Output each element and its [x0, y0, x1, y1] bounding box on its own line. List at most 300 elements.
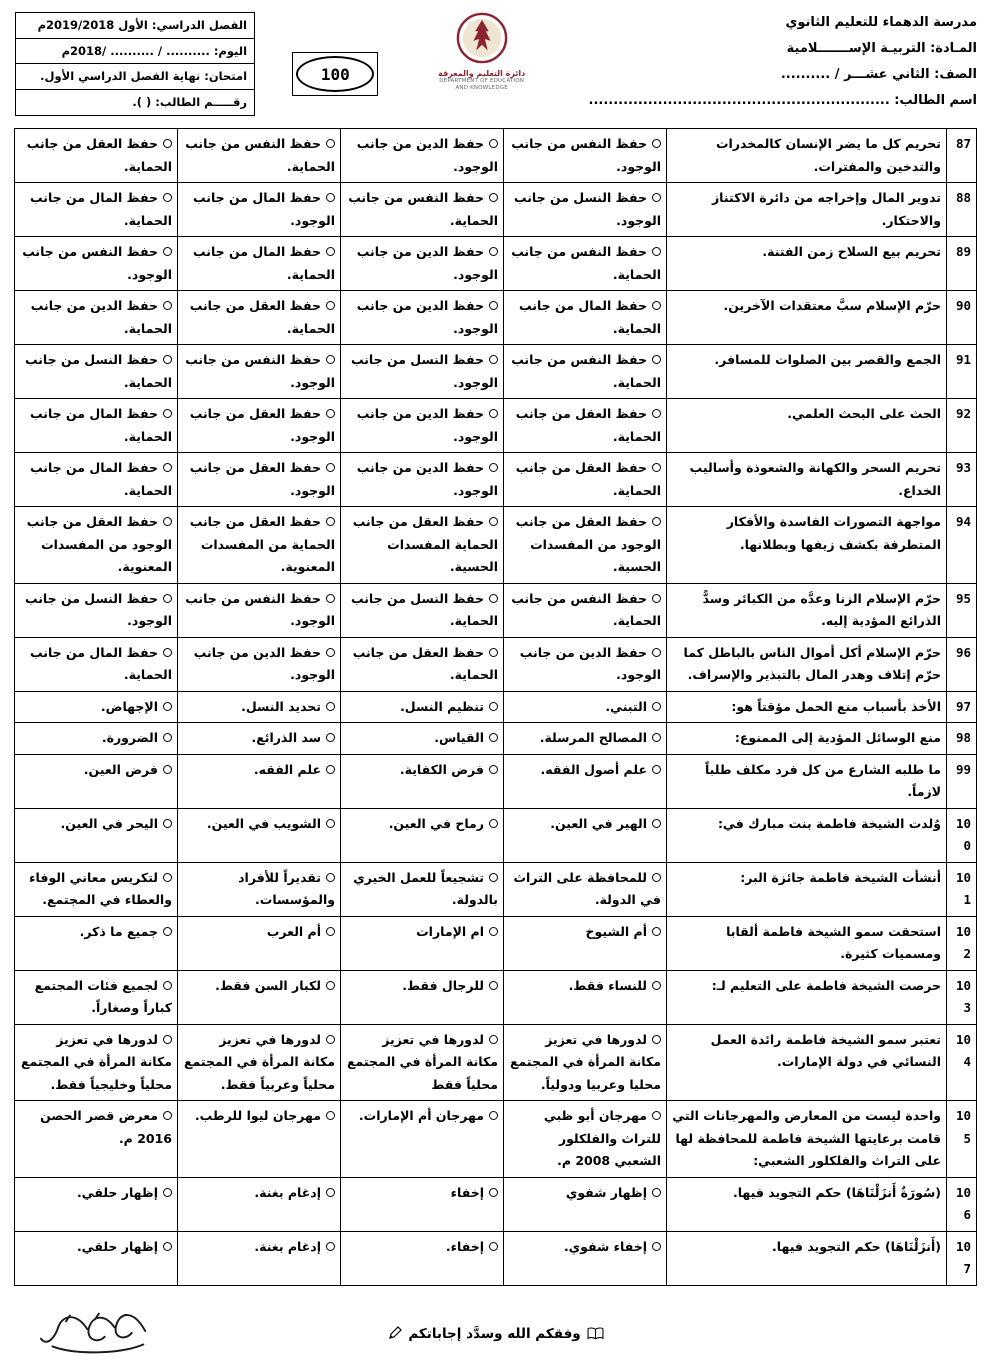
logo-text-arabic: دائرة التعليم والمعرفة — [438, 69, 526, 78]
question-text: تحريم بيع السلاح زمن الفتنة. — [667, 237, 947, 291]
option-cell[interactable] — [178, 1101, 341, 1178]
option-cell[interactable] — [178, 345, 341, 399]
radio-icon[interactable] — [489, 733, 498, 742]
blessing-text: وفقكم الله وسدَّد إجاباتكم — [408, 1326, 581, 1342]
question-text: أنشأت الشيخة فاطمة جائزة البر: — [667, 862, 947, 916]
option-label: القياس. — [434, 730, 484, 745]
radio-icon[interactable] — [163, 733, 172, 742]
radio-icon[interactable] — [163, 1188, 172, 1197]
radio-icon[interactable] — [326, 517, 335, 526]
option-cell[interactable] — [504, 507, 667, 584]
radio-icon[interactable] — [326, 1035, 335, 1044]
table-row — [15, 970, 977, 1024]
option-label: تنظيم النسل. — [400, 698, 484, 714]
question-number: 88 — [947, 183, 977, 237]
option-cell[interactable] — [178, 637, 341, 691]
option-label: الهير في العين. — [550, 815, 647, 831]
radio-icon[interactable] — [326, 1188, 335, 1197]
option-cell[interactable] — [341, 691, 504, 723]
question-number: 96 — [947, 637, 977, 691]
option-cell[interactable] — [341, 1231, 504, 1285]
radio-icon[interactable] — [163, 301, 172, 310]
school-info-block — [585, 10, 977, 114]
option-label: تحديد النسل. — [241, 698, 321, 714]
question-text: (أَنزَلْنَاهَا) حكم التجويد فيها. — [667, 1231, 947, 1285]
option-cell[interactable] — [341, 507, 504, 584]
option-cell[interactable] — [178, 1231, 341, 1285]
option-label: حفظ المال من جانب الحماية. — [30, 460, 172, 498]
subject-line: المـادة: التربيـة الإســـــــلامية — [786, 41, 977, 56]
radio-icon[interactable] — [489, 193, 498, 202]
radio-icon[interactable] — [652, 1035, 661, 1044]
option-cell[interactable] — [504, 129, 667, 183]
question-number: 93 — [947, 453, 977, 507]
option-label: مهرجان أبو ظبي للتراث والفلكلور الشعبي 2008 م. — [543, 1108, 661, 1168]
radio-icon[interactable] — [326, 702, 335, 711]
radio-icon[interactable] — [163, 927, 172, 936]
option-label: حفظ الدين من جانب الوجود. — [356, 136, 498, 174]
radio-icon[interactable] — [489, 873, 498, 882]
radio-icon[interactable] — [163, 702, 172, 711]
radio-icon[interactable] — [652, 594, 661, 603]
radio-icon[interactable] — [326, 1111, 335, 1120]
radio-icon[interactable] — [652, 702, 661, 711]
option-cell[interactable] — [178, 916, 341, 970]
option-label: أم الشيوخ — [585, 923, 647, 939]
radio-icon[interactable] — [489, 927, 498, 936]
radio-icon[interactable] — [652, 648, 661, 657]
radio-icon[interactable] — [163, 873, 172, 882]
question-number: 100 — [947, 808, 977, 862]
option-cell[interactable] — [15, 862, 178, 916]
option-cell[interactable] — [504, 237, 667, 291]
radio-icon[interactable] — [326, 873, 335, 882]
option-cell[interactable] — [504, 399, 667, 453]
radio-icon[interactable] — [326, 981, 335, 990]
option-label: إخفاء. — [445, 1238, 484, 1254]
option-cell[interactable] — [341, 583, 504, 637]
option-label: جميع ما ذكر. — [79, 923, 158, 939]
radio-icon[interactable] — [652, 247, 661, 256]
radio-icon[interactable] — [652, 1188, 661, 1197]
radio-icon[interactable] — [326, 409, 335, 418]
radio-icon[interactable] — [326, 765, 335, 774]
option-cell[interactable] — [504, 583, 667, 637]
option-label: حفظ العقل من جانب الحماية. — [515, 406, 661, 444]
option-cell[interactable] — [341, 808, 504, 862]
radio-icon[interactable] — [163, 594, 172, 603]
option-cell[interactable] — [178, 291, 341, 345]
option-label: حفظ الدين من جانب الوجود. — [356, 298, 498, 336]
student-number-line: رقـــــم الطالب: ( ). — [132, 95, 248, 110]
radio-icon[interactable] — [652, 981, 661, 990]
question-text: حرّم الإسلام سبَّ معتقدات الآخرين. — [667, 291, 947, 345]
option-label: مهرجان أم الإمارات. — [358, 1108, 484, 1123]
question-text: استحقت سمو الشيخة فاطمة ألقابا ومسميات كثيرة. — [667, 916, 947, 970]
option-cell[interactable] — [504, 862, 667, 916]
option-label: حفظ النفس من جانب الوجود. — [185, 352, 335, 390]
option-cell[interactable] — [15, 1231, 178, 1285]
option-label: تشجيعاً للعمل الخيري بالدولة. — [353, 869, 498, 907]
option-label: حفظ النسل من جانب الحماية. — [24, 352, 172, 390]
option-label: حفظ النفس من جانب الحماية. — [511, 352, 661, 390]
table-row — [15, 916, 977, 970]
option-cell[interactable] — [178, 507, 341, 584]
option-cell[interactable] — [15, 183, 178, 237]
option-label: لجميع فئات المجتمع كباراً وصغاراً. — [34, 977, 172, 1015]
radio-icon[interactable] — [652, 927, 661, 936]
question-number: 94 — [947, 507, 977, 584]
radio-icon[interactable] — [652, 733, 661, 742]
radio-icon[interactable] — [163, 139, 172, 148]
question-text: تحريم السحر والكهانة والشعوذة وأساليب الخداع. — [667, 453, 947, 507]
question-number: 95 — [947, 583, 977, 637]
radio-icon[interactable] — [489, 1035, 498, 1044]
radio-icon[interactable] — [489, 409, 498, 418]
option-cell[interactable] — [341, 1101, 504, 1178]
option-cell[interactable] — [178, 399, 341, 453]
option-cell[interactable] — [178, 453, 341, 507]
option-cell[interactable] — [504, 1177, 667, 1231]
question-number: 97 — [947, 691, 977, 723]
radio-icon[interactable] — [326, 355, 335, 364]
table-row — [15, 129, 977, 183]
option-label: فرض الكفاية. — [399, 761, 484, 777]
question-text: تحريم كل ما يضر الإنسان كالمخدرات والتدخين والمفترات. — [667, 129, 947, 183]
school-name: مدرسة الدهماء للتعليم الثانوي — [785, 15, 977, 30]
question-number: 89 — [947, 237, 977, 291]
radio-icon[interactable] — [163, 247, 172, 256]
radio-icon[interactable] — [163, 648, 172, 657]
radio-icon[interactable] — [489, 765, 498, 774]
option-cell[interactable] — [341, 453, 504, 507]
option-cell[interactable] — [341, 754, 504, 808]
question-text: حرّم الإسلام الزنا وعدَّه من الكبائر وسدًّ الذرائع المؤدية إليه. — [667, 583, 947, 637]
option-cell[interactable] — [178, 970, 341, 1024]
question-number: 92 — [947, 399, 977, 453]
option-label: حفظ النسل من جانب الوجود. — [24, 590, 172, 628]
table-row — [15, 583, 977, 637]
radio-icon[interactable] — [652, 873, 661, 882]
exam-title-line: امتحان: نهاية الفصل الدراسي الأول. — [16, 64, 254, 90]
radio-icon[interactable] — [163, 765, 172, 774]
option-label: حفظ النفس من جانب الوجود. — [22, 244, 172, 282]
radio-icon[interactable] — [326, 927, 335, 936]
option-cell[interactable] — [341, 399, 504, 453]
option-cell[interactable] — [15, 453, 178, 507]
question-number: 90 — [947, 291, 977, 345]
radio-icon[interactable] — [326, 819, 335, 828]
logo-text-english-2: AND KNOWLEDGE — [455, 85, 508, 92]
question-text: حرصت الشيخة فاطمة على التعليم لـ: — [667, 970, 947, 1024]
radio-icon[interactable] — [489, 819, 498, 828]
option-label: حفظ العقل من جانب الحماية. — [189, 298, 335, 336]
option-cell[interactable] — [15, 399, 178, 453]
question-number: 102 — [947, 916, 977, 970]
table-row — [15, 345, 977, 399]
option-cell[interactable] — [15, 916, 178, 970]
radio-icon[interactable] — [489, 355, 498, 364]
option-label: حفظ النفس من جانب الوجود. — [185, 590, 335, 628]
radio-icon[interactable] — [163, 981, 172, 990]
book-icon — [587, 1327, 604, 1340]
table-row — [15, 183, 977, 237]
table-row — [15, 399, 977, 453]
option-cell[interactable] — [15, 723, 178, 755]
radio-icon[interactable] — [652, 355, 661, 364]
radio-icon[interactable] — [326, 193, 335, 202]
radio-icon[interactable] — [163, 1035, 172, 1044]
radio-icon[interactable] — [326, 301, 335, 310]
option-label: حفظ العقل من جانب الحماية. — [515, 460, 661, 498]
option-cell[interactable] — [504, 183, 667, 237]
radio-icon[interactable] — [489, 1111, 498, 1120]
option-cell[interactable] — [178, 237, 341, 291]
option-cell[interactable] — [341, 183, 504, 237]
radio-icon[interactable] — [326, 733, 335, 742]
option-label: فرض العين. — [83, 761, 158, 777]
radio-icon[interactable] — [326, 648, 335, 657]
option-label: لتكريس معاني الوفاء والعطاء في المجتمع. — [29, 869, 172, 907]
option-label: سد الذرائع. — [251, 730, 321, 745]
option-cell[interactable] — [504, 916, 667, 970]
option-cell[interactable] — [341, 970, 504, 1024]
option-cell[interactable] — [504, 1231, 667, 1285]
option-label: إظهار شفوي — [565, 1184, 647, 1200]
option-cell[interactable] — [178, 754, 341, 808]
question-text: تدوير المال وإخراجه من دائرة الاكتناز والاحتكار. — [667, 183, 947, 237]
education-department-emblem-icon — [456, 12, 508, 64]
option-cell[interactable] — [341, 345, 504, 399]
radio-icon[interactable] — [489, 517, 498, 526]
option-cell[interactable] — [15, 691, 178, 723]
question-number: 104 — [947, 1024, 977, 1101]
radio-icon[interactable] — [489, 463, 498, 472]
option-cell[interactable] — [178, 129, 341, 183]
radio-icon[interactable] — [652, 193, 661, 202]
radio-icon[interactable] — [489, 981, 498, 990]
radio-icon[interactable] — [163, 463, 172, 472]
student-name-line: اسم الطالب: ............................................................. — [588, 93, 977, 108]
option-label: حفظ المال من جانب الحماية. — [519, 298, 661, 336]
option-cell[interactable] — [341, 723, 504, 755]
option-label: إخفاء — [450, 1184, 484, 1200]
radio-icon[interactable] — [163, 1242, 172, 1251]
radio-icon[interactable] — [326, 1242, 335, 1251]
question-text: الجمع والقصر بين الصلوات للمسافر. — [667, 345, 947, 399]
option-label: حفظ المال من جانب الحماية. — [30, 190, 172, 228]
option-cell[interactable] — [15, 237, 178, 291]
radio-icon[interactable] — [652, 301, 661, 310]
option-label: معرض قصر الحصن 2016 م. — [40, 1108, 172, 1146]
option-cell[interactable] — [504, 754, 667, 808]
question-number: 107 — [947, 1231, 977, 1285]
option-label: حفظ الدين من جانب الوجود. — [356, 244, 498, 282]
option-cell[interactable] — [504, 1101, 667, 1178]
option-cell[interactable] — [504, 691, 667, 723]
table-row — [15, 808, 977, 862]
radio-icon[interactable] — [163, 355, 172, 364]
option-cell[interactable] — [15, 129, 178, 183]
option-cell[interactable] — [341, 1177, 504, 1231]
option-cell[interactable] — [15, 507, 178, 584]
day-line: اليوم: .......... / .......... /2018م — [16, 39, 254, 65]
option-cell[interactable] — [15, 754, 178, 808]
option-label: حفظ النفس من جانب الحماية. — [511, 244, 661, 282]
logo-text-english-1: DEPARTMENT OF EDUCATION — [439, 78, 525, 84]
option-cell[interactable] — [15, 637, 178, 691]
semester-line: الفصل الدراسي: الأول 2019/2018م — [16, 13, 254, 39]
option-cell[interactable] — [341, 129, 504, 183]
option-label: حفظ الدين من جانب الحماية. — [30, 298, 172, 336]
option-cell[interactable] — [341, 916, 504, 970]
option-cell[interactable] — [178, 183, 341, 237]
option-cell[interactable] — [178, 808, 341, 862]
radio-icon[interactable] — [489, 648, 498, 657]
option-cell[interactable] — [15, 583, 178, 637]
radio-icon[interactable] — [163, 1111, 172, 1120]
option-label: حفظ المال من جانب الحماية. — [193, 244, 335, 282]
option-label: حفظ العقل من جانب الوجود. — [189, 406, 335, 444]
option-label: لدورها في تعزيز مكانة المرأة في المجتمع محليا وعربيا ودولياً. — [509, 1031, 661, 1092]
radio-icon[interactable] — [489, 1188, 498, 1197]
exam-info-box — [15, 12, 255, 116]
radio-icon[interactable] — [163, 193, 172, 202]
option-label: لدورها في تعزيز مكانة المرأة في المجتمع محلياً وخليجياً فقط. — [20, 1031, 172, 1092]
radio-icon[interactable] — [489, 139, 498, 148]
radio-icon[interactable] — [326, 139, 335, 148]
option-cell[interactable] — [341, 637, 504, 691]
radio-icon[interactable] — [163, 517, 172, 526]
question-number: 103 — [947, 970, 977, 1024]
question-text: تعتبر سمو الشيخة فاطمة رائدة العمل النسائي في دولة الإمارات. — [667, 1024, 947, 1101]
option-label: الإجهاض. — [100, 698, 158, 714]
option-cell[interactable] — [178, 1024, 341, 1101]
radio-icon[interactable] — [652, 409, 661, 418]
question-text: (سُورَةٌ أَنزَلْنَاهَا) حكم التجويد فيها. — [667, 1177, 947, 1231]
option-cell[interactable] — [178, 583, 341, 637]
option-label: علم الفقه. — [253, 761, 321, 777]
option-cell[interactable] — [178, 691, 341, 723]
option-cell[interactable] — [504, 637, 667, 691]
radio-icon[interactable] — [489, 594, 498, 603]
option-label: حفظ العقل من جانب الوجود من المفسدات المعنوية. — [26, 514, 172, 574]
option-cell[interactable] — [15, 291, 178, 345]
table-row — [15, 237, 977, 291]
option-cell[interactable] — [341, 1024, 504, 1101]
option-cell[interactable] — [504, 1024, 667, 1101]
option-cell[interactable] — [504, 345, 667, 399]
option-cell[interactable] — [178, 723, 341, 755]
option-label: ام الإمارات — [416, 923, 484, 939]
option-label: حفظ النفس من جانب الوجود. — [511, 136, 661, 174]
option-cell[interactable] — [504, 723, 667, 755]
radio-icon[interactable] — [652, 1242, 661, 1251]
option-label: حفظ المال من جانب الحماية. — [30, 406, 172, 444]
option-cell[interactable] — [15, 1101, 178, 1178]
radio-icon[interactable] — [163, 409, 172, 418]
table-row — [15, 507, 977, 584]
option-label: إدغام بغنة. — [254, 1238, 321, 1254]
option-cell[interactable] — [341, 237, 504, 291]
option-cell[interactable] — [15, 1024, 178, 1101]
radio-icon[interactable] — [652, 765, 661, 774]
question-number: 99 — [947, 754, 977, 808]
option-cell[interactable] — [504, 970, 667, 1024]
radio-icon[interactable] — [652, 139, 661, 148]
radio-icon[interactable] — [652, 1111, 661, 1120]
option-cell[interactable] — [504, 453, 667, 507]
option-label: حفظ الدين من جانب الوجود. — [193, 644, 335, 682]
radio-icon[interactable] — [652, 517, 661, 526]
table-row — [15, 291, 977, 345]
option-label: حفظ المال من جانب الحماية. — [30, 644, 172, 682]
option-label: حفظ العقل من جانب الحماية المفسدات الحسية. — [352, 514, 498, 574]
option-label: إدغام بغنة. — [254, 1184, 321, 1200]
option-label: حفظ العقل من جانب الحماية. — [352, 644, 498, 682]
score-box — [292, 52, 378, 96]
radio-icon[interactable] — [163, 819, 172, 828]
option-label: التبني. — [605, 698, 647, 714]
radio-icon[interactable] — [326, 463, 335, 472]
option-cell[interactable] — [15, 345, 178, 399]
question-number: 98 — [947, 723, 977, 755]
question-number: 105 — [947, 1101, 977, 1178]
question-text: الحث على البحث العلمي. — [667, 399, 947, 453]
option-cell[interactable] — [341, 862, 504, 916]
option-cell[interactable] — [178, 1177, 341, 1231]
option-label: لكبار السن فقط. — [215, 977, 321, 993]
header — [15, 10, 977, 122]
table-row — [15, 1231, 977, 1285]
option-cell[interactable] — [15, 808, 178, 862]
option-label: حفظ المال من جانب الوجود. — [193, 190, 335, 228]
option-label: حفظ العقل من جانب الحماية من المفسدات المعنوية. — [189, 514, 335, 574]
option-cell[interactable] — [178, 862, 341, 916]
question-number: 101 — [947, 862, 977, 916]
radio-icon[interactable] — [652, 819, 661, 828]
option-label: حفظ الدين من جانب الوجود. — [356, 406, 498, 444]
radio-icon[interactable] — [489, 301, 498, 310]
option-label: علم أصول الفقه. — [540, 761, 647, 777]
option-label: حفظ العقل من جانب الوجود. — [189, 460, 335, 498]
question-text: ما طلبه الشارع من كل فرد مكلف طلباً لازماً. — [667, 754, 947, 808]
option-label: لدورها في تعزيز مكانة المرأة في المجتمع محلياً وعربياً فقط. — [183, 1031, 335, 1092]
option-label: حفظ العقل من جانب الوجود من المفسدات الحسية. — [515, 514, 661, 574]
signature — [36, 1302, 154, 1362]
table-row — [15, 723, 977, 755]
option-cell[interactable] — [15, 970, 178, 1024]
option-label: حفظ النسل من جانب الحماية. — [350, 590, 498, 628]
radio-icon[interactable] — [489, 247, 498, 256]
radio-icon[interactable] — [489, 702, 498, 711]
option-label: تقديراً للأفراد والمؤسسات. — [238, 869, 335, 907]
option-cell[interactable] — [15, 1177, 178, 1231]
radio-icon[interactable] — [652, 463, 661, 472]
option-label: الضرورة. — [101, 730, 158, 745]
option-cell[interactable] — [504, 291, 667, 345]
option-cell[interactable] — [341, 291, 504, 345]
option-label: مهرجان ليوا للرطب. — [194, 1108, 321, 1123]
radio-icon[interactable] — [326, 247, 335, 256]
radio-icon[interactable] — [489, 1242, 498, 1251]
table-row — [15, 691, 977, 723]
option-label: لدورها في تعزيز مكانة المرأة في المجتمع محلياً فقط — [346, 1031, 498, 1092]
radio-icon[interactable] — [326, 594, 335, 603]
grade-line: الصف: الثاني عشـــر / .......... — [780, 67, 977, 82]
option-cell[interactable] — [504, 808, 667, 862]
option-label: إخفاء شفوي. — [563, 1238, 647, 1254]
